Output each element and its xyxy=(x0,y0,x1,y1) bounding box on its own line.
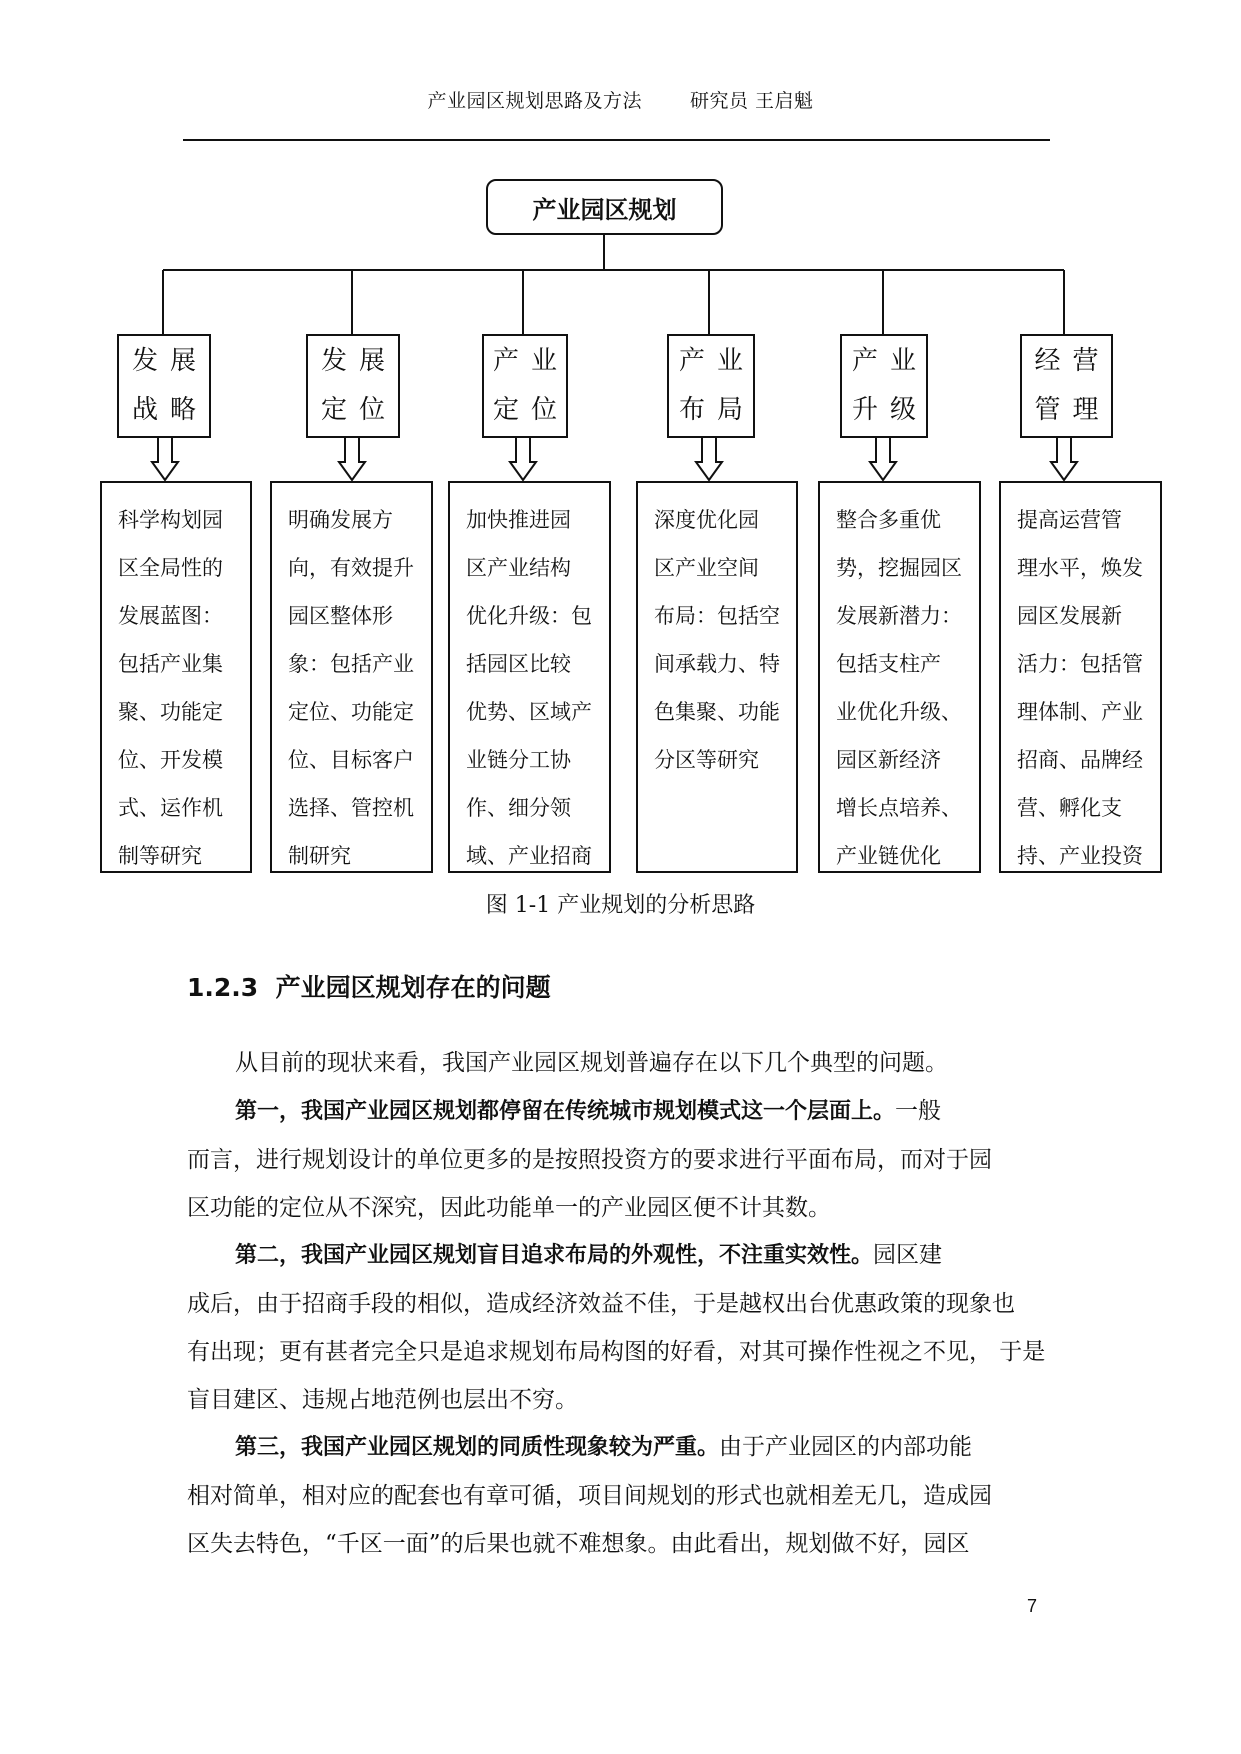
arrow-6 xyxy=(1051,438,1077,480)
emphasis-second: 第二，我国产业园区规划盲目追求布局的外观性，不注重实效性。 xyxy=(235,1243,874,1268)
description-box xyxy=(100,481,252,873)
description-line: 整合多重优 xyxy=(836,508,941,532)
description-box xyxy=(636,481,798,873)
description-line: 域、产业招商 xyxy=(466,844,592,868)
description-line: 产业链优化 xyxy=(836,844,941,868)
arrow-1 xyxy=(152,438,178,480)
description-box xyxy=(999,481,1162,873)
description-line: 增长点培养、 xyxy=(836,796,962,820)
root-node: 产业园区规划 xyxy=(486,179,723,235)
description-line: 位、开发模 xyxy=(118,748,223,772)
description-line: 活力：包括管 xyxy=(1017,652,1143,676)
description-line: 营、孵化支 xyxy=(1017,796,1122,820)
category-node: 产业 升级 xyxy=(840,334,928,438)
description-line: 位、目标客户 xyxy=(288,748,414,772)
description-line: 选择、管控机 xyxy=(288,796,414,820)
category-node: 经营 管理 xyxy=(1020,334,1113,438)
category-node: 产业 定位 xyxy=(482,334,568,438)
description-line: 作、细分领 xyxy=(466,796,571,820)
description-line: 制研究 xyxy=(288,844,351,868)
description-line: 分区等研究 xyxy=(654,748,759,772)
description-line: 定位、功能定 xyxy=(288,700,414,724)
description-line: 招商、品牌经 xyxy=(1017,748,1143,772)
description-line: 式、运作机 xyxy=(118,796,223,820)
description-box xyxy=(818,481,981,873)
figure-caption: 图 1-1 产业规划的分析思路 xyxy=(485,893,756,918)
description-line: 持、产业投资 xyxy=(1017,844,1143,868)
emphasis-first: 第一，我国产业园区规划都停留在传统城市规划模式这一个层面上。 xyxy=(235,1099,896,1124)
description-line: 势，挖掘园区 xyxy=(836,556,962,580)
description-line: 明确发展方 xyxy=(288,508,393,532)
description-line: 深度优化园 xyxy=(654,508,759,532)
description-line: 加快推进园 xyxy=(466,508,571,532)
paragraph-first: 第一，我国产业园区规划都停留在传统城市规划模式这一个层面上。一般 而言，进行规划设计的单位更多的是按照投资方的要求进行平面布局，而对于园 区功能的定位从不深究，因此功能单一的产业园区便不计其数。 xyxy=(187,1098,992,1221)
description-line: 优化升级：包 xyxy=(466,604,592,628)
description-line: 科学构划园 xyxy=(118,508,223,532)
description-line: 向，有效提升 xyxy=(288,556,414,580)
section-heading xyxy=(187,968,551,1004)
arrow-4 xyxy=(696,438,722,480)
description-line: 区全局性的 xyxy=(118,556,223,580)
description-line: 业优化升级、 xyxy=(836,700,962,724)
paragraph-intro: 从目前的现状来看，我国产业园区规划普遍存在以下几个典型的问题。 xyxy=(235,1050,948,1076)
emphasis-third: 第三，我国产业园区规划的同质性现象较为严重。 xyxy=(235,1435,720,1460)
description-line: 聚、功能定 xyxy=(118,700,223,724)
description-line: 象：包括产业 xyxy=(288,652,414,676)
description-line: 优势、区域产 xyxy=(466,700,592,724)
description-line: 园区整体形 xyxy=(288,604,393,628)
description-box xyxy=(448,481,611,873)
category-node: 发展 战略 xyxy=(117,334,211,438)
paragraph-third: 第三，我国产业园区规划的同质性现象较为严重。由于产业园区的内部功能 相对简单，相对应的配套也有章可循，项目间规划的形式也就相差无几，造成园 区失去特色，“千区一面”的后果也就不难想象。由此看出，规划做不好，园区 xyxy=(187,1434,992,1557)
description-line: 园区新经济 xyxy=(836,748,941,772)
description-line: 包括产业集 xyxy=(118,652,223,676)
description-line: 业链分工协 xyxy=(466,748,571,772)
arrow-5 xyxy=(870,438,896,480)
description-line: 提高运营管 xyxy=(1017,508,1122,532)
description-line: 括园区比较 xyxy=(466,652,571,676)
category-node: 产业 布局 xyxy=(667,334,755,438)
header-author: 研究员 王启魁 xyxy=(689,90,814,112)
arrow-2 xyxy=(339,438,365,480)
description-line: 色集聚、功能 xyxy=(654,700,780,724)
description-line: 布局：包括空 xyxy=(654,604,780,628)
description-line: 理体制、产业 xyxy=(1017,700,1143,724)
section-title: 产业园区规划存在的问题 xyxy=(275,973,551,1002)
description-line: 包括支柱产 xyxy=(836,652,941,676)
description-line: 制等研究 xyxy=(118,844,202,868)
description-line: 间承载力、特 xyxy=(654,652,780,676)
description-line: 理水平，焕发 xyxy=(1017,556,1143,580)
arrow-3 xyxy=(510,438,536,480)
page-number: 7 xyxy=(1027,1596,1038,1616)
description-line: 发展新潜力： xyxy=(836,604,962,628)
description-line: 区产业结构 xyxy=(466,556,571,580)
header-title: 产业园区规划思路及方法 xyxy=(427,90,642,112)
category-node: 发展 定位 xyxy=(306,334,400,438)
paragraph-second: 第二，我国产业园区规划盲目追求布局的外观性，不注重实效性。园区建 成后，由于招商手段的相似，造成经济效益不佳，于是越权出台优惠政策的现象也 有出现；更有甚者完全只是追求规划布局构图的好看，对其可操作性视之不见， 于是 盲目建区、违规占地范例也层出不穷。 xyxy=(187,1242,1046,1413)
section-number: 1.2.3 xyxy=(187,973,259,1002)
description-line: 园区发展新 xyxy=(1017,604,1122,628)
description-line: 发展蓝图： xyxy=(118,604,223,628)
description-box xyxy=(270,481,433,873)
description-line: 区产业空间 xyxy=(654,556,759,580)
